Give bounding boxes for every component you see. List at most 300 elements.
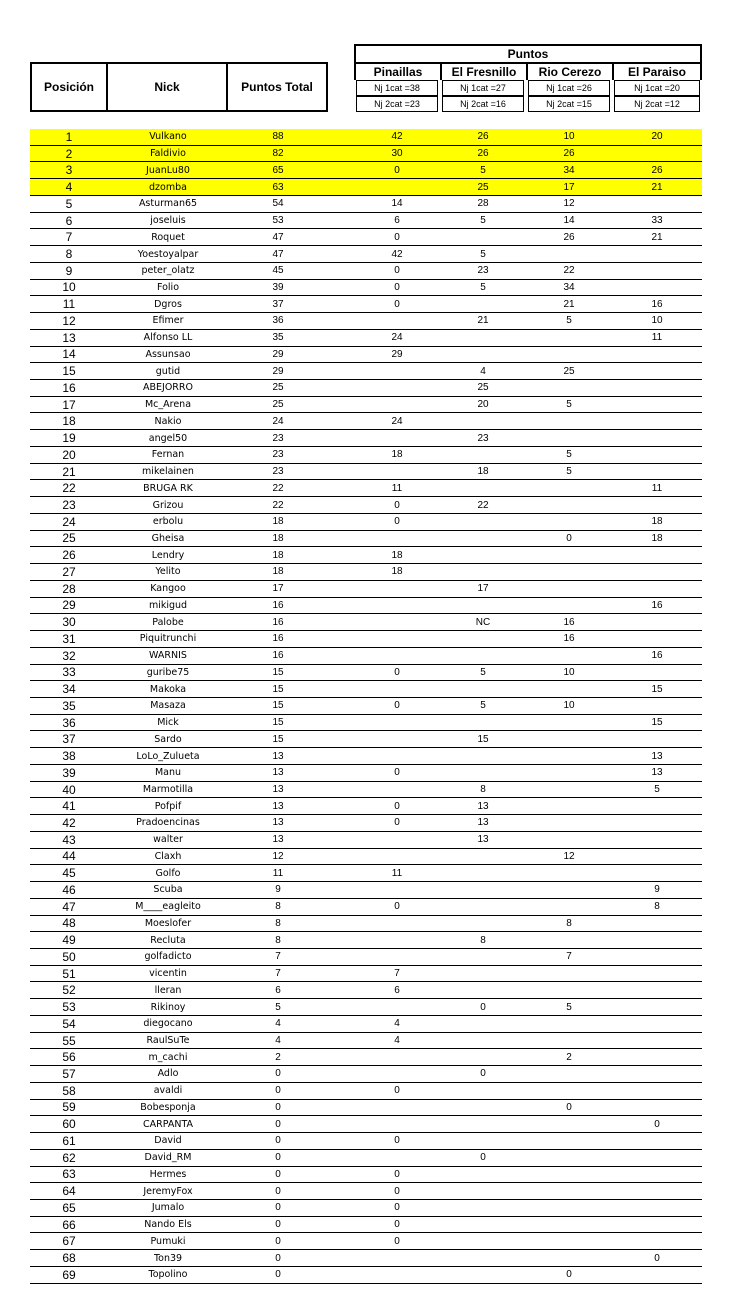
el-fresnillo-cell	[440, 296, 526, 312]
nick-cell: Vulkano	[149, 131, 187, 143]
total-cell: 15	[272, 666, 284, 678]
total-cell: 0	[275, 1118, 281, 1130]
nick-cell: Masaza	[150, 700, 186, 712]
nick-cell: Recluta	[150, 934, 186, 946]
total-cell: 25	[272, 399, 284, 411]
rio-cerezo-cell	[526, 1133, 612, 1149]
table-row	[30, 982, 702, 999]
nick-cell: dzomba	[149, 181, 187, 193]
table-row	[30, 1217, 702, 1234]
el-fresnillo-cell	[440, 765, 526, 781]
nick-cell: Moeslofer	[144, 917, 192, 929]
rio-cerezo-cell: 8	[566, 917, 572, 929]
total-cell: 0	[275, 1101, 281, 1113]
position-cell: 47	[62, 899, 76, 914]
rio-cerezo-cell: 0	[566, 1269, 572, 1281]
rio-cerezo-cell: 5	[566, 466, 572, 478]
pinaillas-cell: 7	[394, 968, 400, 980]
el-fresnillo-cell: 5	[480, 164, 486, 176]
position-cell: 59	[62, 1100, 76, 1115]
el-paraiso-cell	[612, 1150, 702, 1166]
el-fresnillo-cell: 0	[480, 1068, 486, 1080]
pinaillas-cell: 0	[394, 1135, 400, 1147]
rio-cerezo-cell: 26	[563, 148, 575, 160]
total-cell: 18	[272, 532, 284, 544]
position-cell: 22	[62, 481, 76, 496]
rio-cerezo-cell	[526, 966, 612, 982]
total-cell: 0	[275, 1068, 281, 1080]
rio-cerezo-cell	[526, 330, 612, 346]
table-row	[30, 648, 702, 665]
nick-cell: erbolu	[152, 516, 184, 528]
table-row	[30, 782, 702, 799]
el-paraiso-cell: 16	[651, 298, 663, 310]
el-fresnillo-cell	[440, 447, 526, 463]
nick-cell: vicentin	[149, 968, 187, 980]
rio-cerezo-cell: 16	[563, 633, 575, 645]
table-row	[30, 581, 702, 598]
el-paraiso-cell: 8	[654, 901, 660, 913]
rio-cerezo-cell	[526, 932, 612, 948]
pinaillas-cell: 0	[394, 164, 400, 176]
total-cell: 18	[272, 566, 284, 578]
pinaillas-cell	[354, 1267, 440, 1283]
nick-cell: Faldivio	[150, 148, 186, 160]
pinaillas-cell	[354, 681, 440, 697]
total-cell: 13	[272, 767, 284, 779]
pinaillas-cell: 0	[394, 1185, 400, 1197]
el-paraiso-cell: 26	[651, 164, 663, 176]
table-row	[30, 1116, 702, 1133]
table-row	[30, 313, 702, 330]
position-cell: 67	[62, 1234, 76, 1249]
nick-cell: Nando Els	[144, 1219, 192, 1231]
rio-cerezo-cell: 26	[563, 231, 575, 243]
pinaillas-cell: 0	[394, 1219, 400, 1231]
rio-cerezo-cell	[526, 681, 612, 697]
pinaillas-cell	[354, 782, 440, 798]
table-row	[30, 1100, 702, 1117]
pinaillas-cell	[354, 1250, 440, 1266]
el-fresnillo-cell	[440, 1116, 526, 1132]
position-cell: 46	[62, 882, 76, 897]
rio-cerezo-cell	[526, 1116, 612, 1132]
el-fresnillo-cell	[440, 413, 526, 429]
total-cell: 47	[272, 248, 284, 260]
pinaillas-cell	[354, 1116, 440, 1132]
pinaillas-cell: 42	[391, 131, 403, 143]
total-cell: 54	[272, 198, 284, 210]
el-fresnillo-cell: 26	[477, 148, 489, 160]
pinaillas-cell: 0	[394, 666, 400, 678]
position-cell: 38	[62, 749, 76, 764]
header-course-el-fresnillo: El Fresnillo	[440, 62, 526, 80]
table-row	[30, 949, 702, 966]
pinaillas-cell: 11	[391, 482, 403, 494]
el-fresnillo-cell: 20	[477, 399, 489, 411]
el-paraiso-cell	[612, 413, 702, 429]
position-cell: 45	[62, 866, 76, 881]
el-fresnillo-cell: 13	[477, 817, 489, 829]
total-cell: 18	[272, 549, 284, 561]
table-row	[30, 731, 702, 748]
total-cell: 25	[272, 382, 284, 394]
el-paraiso-cell: 18	[651, 516, 663, 528]
rio-cerezo-cell	[526, 497, 612, 513]
position-cell: 27	[62, 564, 76, 579]
pinaillas-cell: 0	[394, 298, 400, 310]
position-cell: 2	[65, 146, 73, 161]
table-row	[30, 681, 702, 698]
el-fresnillo-cell: 13	[477, 834, 489, 846]
position-cell: 30	[62, 615, 76, 630]
rio-cerezo-cell	[526, 1083, 612, 1099]
el-fresnillo-cell: 23	[477, 432, 489, 444]
table-row	[30, 832, 702, 849]
total-cell: 16	[272, 616, 284, 628]
rio-cerezo-cell	[526, 765, 612, 781]
pinaillas-cell: 24	[391, 332, 403, 344]
pinaillas-cell: 0	[394, 700, 400, 712]
el-paraiso-cell: 5	[654, 784, 660, 795]
table-row	[30, 564, 702, 581]
el-paraiso-cell	[612, 1183, 702, 1199]
position-cell: 39	[62, 765, 76, 780]
total-cell: 7	[275, 951, 281, 963]
pinaillas-cell: 18	[391, 566, 403, 578]
el-paraiso-cell	[612, 849, 702, 865]
nick-cell: Manu	[154, 767, 182, 779]
header-course-rio-cerezo: Rio Cerezo	[526, 62, 612, 80]
pinaillas-cell: 6	[394, 984, 400, 996]
el-fresnillo-cell: 26	[477, 131, 489, 143]
rio-cerezo-cell: 5	[566, 315, 572, 327]
el-paraiso-cell	[612, 347, 702, 363]
pinaillas-cell: 0	[394, 767, 400, 779]
pinaillas-cell	[354, 598, 440, 614]
header-nj2-pinaillas: Nj 2cat =23	[356, 96, 438, 112]
table-row	[30, 464, 702, 481]
table-row	[30, 1150, 702, 1167]
position-cell: 9	[65, 263, 73, 278]
el-fresnillo-cell	[440, 949, 526, 965]
table-row	[30, 363, 702, 380]
nick-cell: Scuba	[153, 884, 183, 896]
el-paraiso-cell: 0	[654, 1118, 660, 1130]
total-cell: 4	[275, 1035, 281, 1047]
nick-cell: Gheisa	[151, 532, 185, 544]
total-cell: 13	[272, 800, 284, 812]
position-cell: 23	[62, 498, 76, 513]
el-paraiso-cell	[612, 196, 702, 212]
position-cell: 57	[62, 1066, 76, 1081]
table-row	[30, 263, 702, 280]
total-cell: 13	[272, 834, 284, 846]
nick-cell: Jumalo	[151, 1202, 185, 1214]
el-fresnillo-cell: 28	[477, 198, 489, 210]
total-cell: 0	[275, 1235, 281, 1247]
nick-cell: Mick	[157, 717, 179, 729]
el-paraiso-cell: 0	[654, 1252, 660, 1264]
nick-cell: David	[154, 1135, 182, 1147]
table-row	[30, 413, 702, 430]
position-cell: 5	[65, 196, 73, 211]
table-row	[30, 447, 702, 464]
el-fresnillo-cell: 5	[480, 215, 486, 227]
pinaillas-cell	[354, 179, 440, 195]
position-cell: 62	[62, 1150, 76, 1165]
el-fresnillo-cell: 0	[480, 1001, 486, 1013]
total-cell: 82	[272, 148, 284, 160]
pinaillas-cell: 0	[394, 281, 400, 293]
header-nj1-rio-cerezo: Nj 1cat =26	[528, 80, 610, 96]
pinaillas-cell: 0	[394, 817, 400, 829]
el-fresnillo-cell: 5	[480, 281, 486, 293]
el-paraiso-cell	[612, 832, 702, 848]
table-row	[30, 514, 702, 531]
position-cell: 13	[62, 330, 76, 345]
position-cell: 7	[65, 230, 73, 245]
rio-cerezo-cell	[526, 564, 612, 580]
table-row	[30, 229, 702, 246]
table-row	[30, 932, 702, 949]
el-paraiso-cell	[612, 1083, 702, 1099]
pinaillas-cell: 0	[394, 901, 400, 913]
position-cell: 15	[62, 364, 76, 379]
rio-cerezo-cell	[526, 982, 612, 998]
pinaillas-cell	[354, 648, 440, 664]
rio-cerezo-cell	[526, 1066, 612, 1082]
nick-cell: LoLo_Zulueta	[136, 750, 200, 762]
el-paraiso-cell	[612, 815, 702, 831]
rio-cerezo-cell: 17	[563, 181, 575, 193]
el-paraiso-cell	[612, 1016, 702, 1032]
position-cell: 25	[62, 531, 76, 546]
rio-cerezo-cell	[526, 514, 612, 530]
el-fresnillo-cell	[440, 1033, 526, 1049]
table-row	[30, 347, 702, 364]
position-cell: 11	[62, 297, 76, 312]
table-row	[30, 1133, 702, 1150]
pinaillas-cell	[354, 731, 440, 747]
rio-cerezo-cell: 5	[566, 1001, 572, 1013]
el-fresnillo-cell	[440, 631, 526, 647]
rio-cerezo-cell	[526, 648, 612, 664]
pinaillas-cell: 29	[391, 348, 403, 360]
rio-cerezo-cell: 0	[566, 1101, 572, 1113]
nick-cell: CARPANTA	[142, 1118, 194, 1130]
table-row	[30, 614, 702, 631]
el-paraiso-cell	[612, 397, 702, 413]
position-cell: 53	[62, 1000, 76, 1015]
el-fresnillo-cell	[440, 531, 526, 547]
el-fresnillo-cell	[440, 229, 526, 245]
total-cell: 9	[275, 884, 281, 896]
el-fresnillo-cell: 8	[480, 934, 486, 946]
total-cell: 29	[272, 348, 284, 360]
nick-cell: angel50	[148, 432, 188, 444]
table-row	[30, 547, 702, 564]
table-row	[30, 1250, 702, 1267]
rio-cerezo-cell: 7	[566, 951, 572, 963]
nick-cell: Claxh	[154, 850, 182, 862]
rio-cerezo-cell: 10	[563, 131, 575, 143]
el-paraiso-cell: 13	[651, 750, 663, 762]
total-cell: 13	[272, 784, 284, 795]
position-cell: 68	[62, 1251, 76, 1266]
pinaillas-cell: 18	[391, 549, 403, 561]
total-cell: 0	[275, 1185, 281, 1197]
header-nj2-el-paraiso: Nj 2cat =12	[614, 96, 700, 112]
header-posicion: Posición	[30, 62, 108, 112]
el-fresnillo-cell	[440, 1233, 526, 1249]
position-cell: 28	[62, 581, 76, 596]
table-row	[30, 430, 702, 447]
el-paraiso-cell: 18	[651, 532, 663, 544]
nick-cell: Alfonso LL	[143, 332, 193, 344]
pinaillas-cell: 4	[394, 1035, 400, 1047]
total-cell: 63	[272, 181, 284, 193]
el-paraiso-cell: 15	[651, 717, 663, 729]
nick-cell: Topolino	[148, 1269, 188, 1281]
el-paraiso-cell	[612, 581, 702, 597]
el-paraiso-cell	[612, 1049, 702, 1065]
el-fresnillo-cell	[440, 715, 526, 731]
el-fresnillo-cell	[440, 1167, 526, 1183]
rio-cerezo-cell	[526, 832, 612, 848]
table-row	[30, 1033, 702, 1050]
total-cell: 13	[272, 817, 284, 829]
position-cell: 66	[62, 1217, 76, 1232]
nick-cell: Grizou	[152, 499, 184, 511]
rio-cerezo-cell	[526, 347, 612, 363]
nick-cell: gutid	[155, 365, 181, 377]
rio-cerezo-cell	[526, 1233, 612, 1249]
total-cell: 5	[275, 1001, 281, 1013]
table-row	[30, 380, 702, 397]
header-course-el-paraiso: El Paraiso	[612, 62, 702, 80]
rio-cerezo-cell	[526, 246, 612, 262]
table-row	[30, 598, 702, 615]
rio-cerezo-cell	[526, 782, 612, 798]
el-paraiso-cell	[612, 263, 702, 279]
pinaillas-cell	[354, 363, 440, 379]
pinaillas-cell	[354, 932, 440, 948]
position-cell: 56	[62, 1050, 76, 1065]
rio-cerezo-cell: 12	[563, 198, 575, 210]
nick-cell: m_cachi	[148, 1051, 188, 1063]
nick-cell: Sardo	[154, 733, 182, 745]
rio-cerezo-cell	[526, 815, 612, 831]
total-cell: 53	[272, 215, 284, 227]
nick-cell: mikelainen	[142, 466, 194, 478]
total-cell: 45	[272, 265, 284, 277]
el-fresnillo-cell	[440, 564, 526, 580]
table-row	[30, 146, 702, 163]
pinaillas-cell	[354, 832, 440, 848]
el-fresnillo-cell: 4	[480, 365, 486, 377]
table-row	[30, 1267, 702, 1284]
rio-cerezo-cell: 34	[563, 281, 575, 293]
total-cell: 0	[275, 1085, 281, 1097]
nick-cell: JeremyFox	[143, 1185, 193, 1197]
position-cell: 16	[62, 380, 76, 395]
table-row	[30, 1049, 702, 1066]
el-fresnillo-cell	[440, 865, 526, 881]
el-fresnillo-cell: 5	[480, 666, 486, 678]
rio-cerezo-cell	[526, 1250, 612, 1266]
total-cell: 15	[272, 683, 284, 695]
nick-cell: Kangoo	[150, 583, 186, 595]
nick-cell: Marmotilla	[142, 784, 194, 795]
pinaillas-cell: 0	[394, 1168, 400, 1180]
table-row	[30, 1183, 702, 1200]
table-row	[30, 330, 702, 347]
rio-cerezo-cell	[526, 1217, 612, 1233]
rio-cerezo-cell	[526, 1167, 612, 1183]
total-cell: 37	[272, 298, 284, 310]
total-cell: 39	[272, 281, 284, 293]
position-cell: 10	[62, 280, 76, 295]
total-cell: 7	[275, 968, 281, 980]
el-paraiso-cell	[612, 564, 702, 580]
rio-cerezo-cell	[526, 547, 612, 563]
el-fresnillo-cell	[440, 1267, 526, 1283]
total-cell: 8	[275, 917, 281, 929]
total-cell: 12	[272, 850, 284, 862]
rio-cerezo-cell	[526, 1033, 612, 1049]
position-cell: 65	[62, 1200, 76, 1215]
total-cell: 4	[275, 1018, 281, 1030]
rio-cerezo-cell	[526, 413, 612, 429]
el-fresnillo-cell: 5	[480, 248, 486, 260]
rio-cerezo-cell: 0	[566, 532, 572, 544]
position-cell: 20	[62, 447, 76, 462]
el-fresnillo-cell: 15	[477, 733, 489, 745]
el-fresnillo-cell: 5	[480, 700, 486, 712]
el-paraiso-cell: 16	[651, 650, 663, 662]
pinaillas-cell	[354, 464, 440, 480]
position-cell: 17	[62, 397, 76, 412]
ranking-table-body	[30, 129, 702, 1284]
table-row	[30, 882, 702, 899]
nick-cell: Pofpif	[154, 800, 182, 812]
rio-cerezo-cell	[526, 598, 612, 614]
el-fresnillo-cell: 0	[480, 1152, 486, 1164]
rio-cerezo-cell	[526, 882, 612, 898]
table-row	[30, 162, 702, 179]
nick-cell: Piquitrunchi	[139, 633, 197, 645]
position-cell: 64	[62, 1184, 76, 1199]
total-cell: 6	[275, 984, 281, 996]
el-paraiso-cell	[612, 430, 702, 446]
pinaillas-cell: 4	[394, 1018, 400, 1030]
el-fresnillo-cell: 25	[477, 181, 489, 193]
nick-cell: Pumuki	[150, 1235, 186, 1247]
table-row	[30, 966, 702, 983]
rio-cerezo-cell	[526, 1200, 612, 1216]
table-row	[30, 179, 702, 196]
rio-cerezo-cell: 22	[563, 265, 575, 277]
el-paraiso-cell	[612, 380, 702, 396]
rio-cerezo-cell: 10	[563, 700, 575, 712]
table-row	[30, 715, 702, 732]
table-row	[30, 1200, 702, 1217]
table-row	[30, 1066, 702, 1083]
nick-cell: ABEJORRO	[143, 382, 193, 394]
nick-cell: Folio	[156, 281, 180, 293]
total-cell: 0	[275, 1152, 281, 1164]
